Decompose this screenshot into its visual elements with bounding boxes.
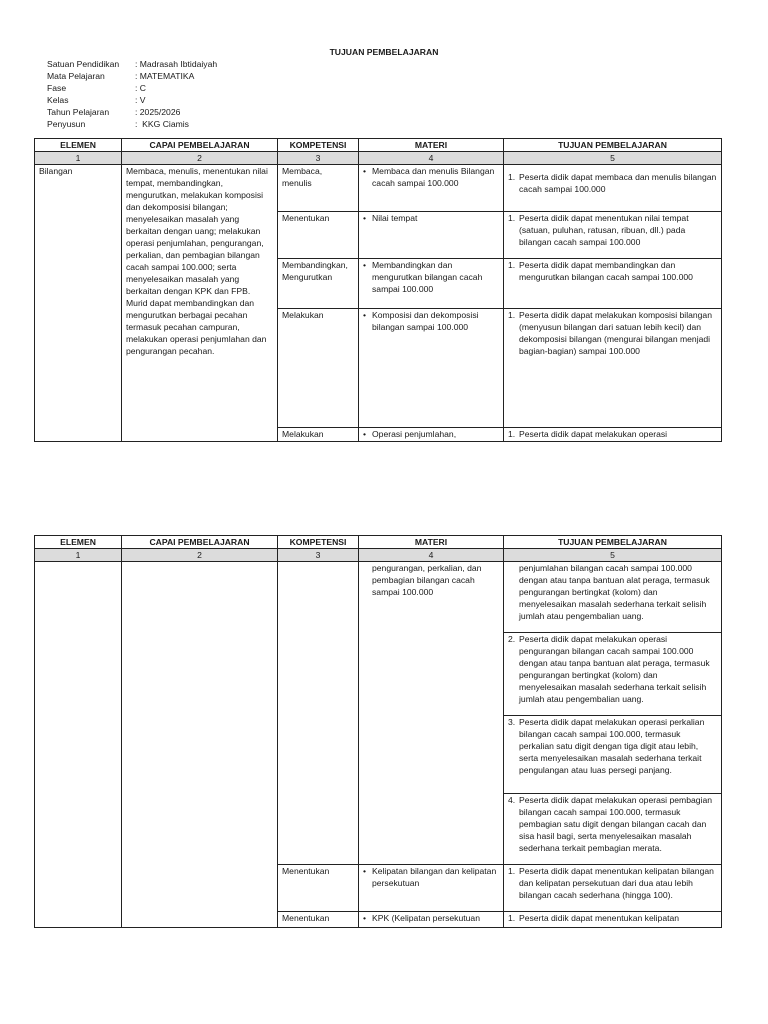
header-capaian: CAPAI PEMBELAJARAN (122, 536, 278, 549)
kompetensi-cell: Melakukan (278, 309, 359, 428)
tujuan-text: Peserta didik dapat melakukan operasi (519, 429, 668, 439)
header-kompetensi: KOMPETENSI (278, 139, 359, 152)
header-elemen: ELEMEN (35, 536, 122, 549)
table-header-row (35, 139, 722, 152)
materi-cell (359, 309, 504, 428)
document-info (47, 58, 217, 130)
materi-cell (359, 562, 504, 865)
info-label: Penyusun (47, 119, 86, 129)
info-label: Fase (47, 83, 67, 93)
tujuan-cell (504, 794, 722, 865)
tujuan-cell (504, 633, 722, 716)
tujuan-number: 2. (508, 634, 516, 644)
elemen-cell (35, 562, 122, 928)
materi-text: Komposisi dan dekomposisi bilangan sampai 100.000 (372, 310, 479, 332)
bullet-glyph: • (363, 429, 367, 439)
tujuan-cell (504, 428, 722, 442)
column-number: 4 (359, 152, 504, 165)
table-row (35, 562, 722, 633)
info-value: : V (135, 95, 146, 105)
tujuan-number: 1. (508, 310, 516, 320)
column-number: 5 (504, 549, 722, 562)
materi-cell (359, 428, 504, 442)
column-number-row (35, 152, 722, 165)
info-row-satuan (47, 58, 217, 70)
materi-cell (359, 912, 504, 928)
tujuan-text: penjumlahan bilangan cacah sampai 100.000 dengan atau tanpa bantuan alat peraga, termasuk pengurangan bertingkat (kolom) dan menyelesaikan masalah sederhana terkait selisih jumlah atau pengembalian uang. (519, 563, 710, 621)
tujuan-text: Peserta didik dapat melakukan operasi pengurangan bilangan cacah sampai 100.000 dengan atau tanpa bantuan alat peraga, termasuk pengurangan bertingkat (kolom) dan menyelesaikan masalah sederhana terkait selisih jumlah atau pengembalian uang. (519, 634, 710, 704)
column-number: 1 (35, 549, 122, 562)
tujuan-cell (504, 865, 722, 912)
bullet-glyph: • (363, 866, 367, 876)
column-number: 3 (278, 549, 359, 562)
tujuan-text: Peserta didik dapat menentukan kelipatan bilangan dan kelipatan persekutuan dari dua atau lebih bilangan cacah sederhana (hingga 100). (519, 866, 714, 900)
column-number: 2 (122, 152, 278, 165)
kompetensi-cell: Membaca, menulis (278, 165, 359, 212)
column-number: 4 (359, 549, 504, 562)
tujuan-number: 3. (508, 717, 516, 727)
info-row-mapel (47, 70, 217, 82)
tujuan-number: 1. (508, 213, 516, 223)
materi-cell (359, 165, 504, 212)
info-label: Tahun Pelajaran (47, 107, 110, 117)
tujuan-number: 4. (508, 795, 516, 805)
materi-cell (359, 865, 504, 912)
bullet-glyph: • (363, 913, 367, 923)
materi-cell (359, 212, 504, 259)
tujuan-cell (504, 165, 722, 212)
column-number-row (35, 549, 722, 562)
tujuan-text: Peserta didik dapat menentukan kelipatan (519, 913, 680, 923)
materi-text: Kelipatan bilangan dan kelipatan persekutuan (372, 866, 497, 888)
info-value: : 2025/2026 (135, 107, 181, 117)
info-row-fase (47, 82, 217, 94)
info-value: : MATEMATIKA (135, 71, 195, 81)
header-elemen: ELEMEN (35, 139, 122, 152)
kompetensi-cell: Menentukan (278, 912, 359, 928)
tujuan-table-page-1 (34, 138, 722, 442)
info-value: : C (135, 83, 146, 93)
bullet-glyph: • (363, 166, 367, 176)
column-number: 1 (35, 152, 122, 165)
info-row-penyusun (47, 118, 217, 130)
elemen-cell: Bilangan (35, 165, 122, 442)
tujuan-number: 1. (508, 913, 516, 923)
table-header-row (35, 536, 722, 549)
materi-text: KPK (Kelipatan persekutuan (372, 913, 480, 923)
bullet-glyph: • (363, 260, 367, 270)
info-row-tahun (47, 106, 217, 118)
info-label: Kelas (47, 95, 69, 105)
tujuan-text: Peserta didik dapat membaca dan menulis bilangan cacah sampai 100.000 (519, 172, 717, 194)
tujuan-cell (504, 562, 722, 633)
header-tujuan: TUJUAN PEMBELAJARAN (504, 536, 722, 549)
header-materi: MATERI (359, 139, 504, 152)
tujuan-number: 1. (508, 866, 516, 876)
tujuan-cell (504, 259, 722, 309)
info-label: Satuan Pendidikan (47, 59, 120, 69)
header-capaian: CAPAI PEMBELAJARAN (122, 139, 278, 152)
materi-text: Membaca dan menulis Bilangan cacah sampai 100.000 (372, 166, 495, 188)
kompetensi-cell: Menentukan (278, 212, 359, 259)
tujuan-text: Peserta didik dapat membandingkan dan mengurutkan bilangan cacah sampai 100.000 (519, 260, 693, 282)
tujuan-cell (504, 212, 722, 259)
tujuan-text: Peserta didik dapat menentukan nilai tempat (satuan, puluhan, ratusan, ribuan, dll.) pada bilangan cacah sampai 100.000 (519, 213, 689, 247)
tujuan-number: 1. (508, 429, 516, 439)
header-tujuan: TUJUAN PEMBELAJARAN (504, 139, 722, 152)
tujuan-cell (504, 716, 722, 794)
column-number: 2 (122, 549, 278, 562)
tujuan-cell (504, 309, 722, 428)
bullet-glyph: • (363, 213, 367, 223)
materi-cell (359, 259, 504, 309)
tujuan-number: 1. (508, 172, 516, 182)
tujuan-number: 1. (508, 260, 516, 270)
kompetensi-cell (278, 562, 359, 865)
materi-text: Membandingkan dan mengurutkan bilangan cacah sampai 100.000 (372, 260, 483, 294)
tujuan-cell (504, 912, 722, 928)
tujuan-table-page-2 (34, 535, 722, 928)
header-kompetensi: KOMPETENSI (278, 536, 359, 549)
column-number: 5 (504, 152, 722, 165)
tujuan-number (508, 562, 519, 622)
kompetensi-cell: Melakukan (278, 428, 359, 442)
materi-text: pengurangan, perkalian, dan pembagian bilangan cacah sampai 100.000 (372, 563, 482, 597)
capaian-cell: Membaca, menulis, menentukan nilai tempat, membandingkan, mengurutkan, melakukan komposisi dan dekomposisi bilangan; menyelesaikan masalah yang berkaitan dengan uang; melakukan operasi penjumlahan, pengurangan, perkalian, dan pembagian bilangan cacah sampai 100.000; serta menyelesaikan masalah yang berkaitan dengan KPK dan FPB. Murid dapat membandingkan dan mengurutkan berbagai pecahan termasuk pecahan campuran, melakukan operasi penjumlahan dan pengurangan pecahan. (122, 165, 278, 442)
capaian-cell (122, 562, 278, 928)
materi-text: Operasi penjumlahan, (372, 429, 457, 439)
tujuan-text: Peserta didik dapat melakukan operasi pembagian bilangan cacah sampai 100.000, termasuk pembagian satu digit dengan bilangan cacah dan sisa hasil bagi, serta menyelesaikan masalah sederhana terkait pembagian merata. (519, 795, 713, 853)
tujuan-text: Peserta didik dapat melakukan komposisi bilangan (menyusun bilangan dari satuan lebih kecil) dan dekomposisi bilangan (mengurai bilangan menjadi bagian-bagian) sampai 100.000 (519, 310, 712, 356)
header-materi: MATERI (359, 536, 504, 549)
table-row (35, 165, 722, 212)
info-value: : Madrasah Ibtidaiyah (135, 59, 218, 69)
info-value: : KKG Ciamis (135, 119, 189, 129)
kompetensi-cell: Menentukan (278, 865, 359, 912)
info-label: Mata Pelajaran (47, 71, 105, 81)
info-row-kelas (47, 94, 217, 106)
bullet-glyph: • (363, 310, 367, 320)
tujuan-text: Peserta didik dapat melakukan operasi perkalian bilangan cacah sampai 100.000, termasuk perkalian satu digit dengan tiga digit atau lebih, serta menyelesaikan masalah sederhana terkait pengulangan atau luas persegi panjang. (519, 717, 705, 775)
column-number: 3 (278, 152, 359, 165)
materi-text: Nilai tempat (372, 213, 418, 223)
kompetensi-cell: Membandingkan, Mengurutkan (278, 259, 359, 309)
document-title: TUJUAN PEMBELAJARAN (329, 47, 439, 57)
